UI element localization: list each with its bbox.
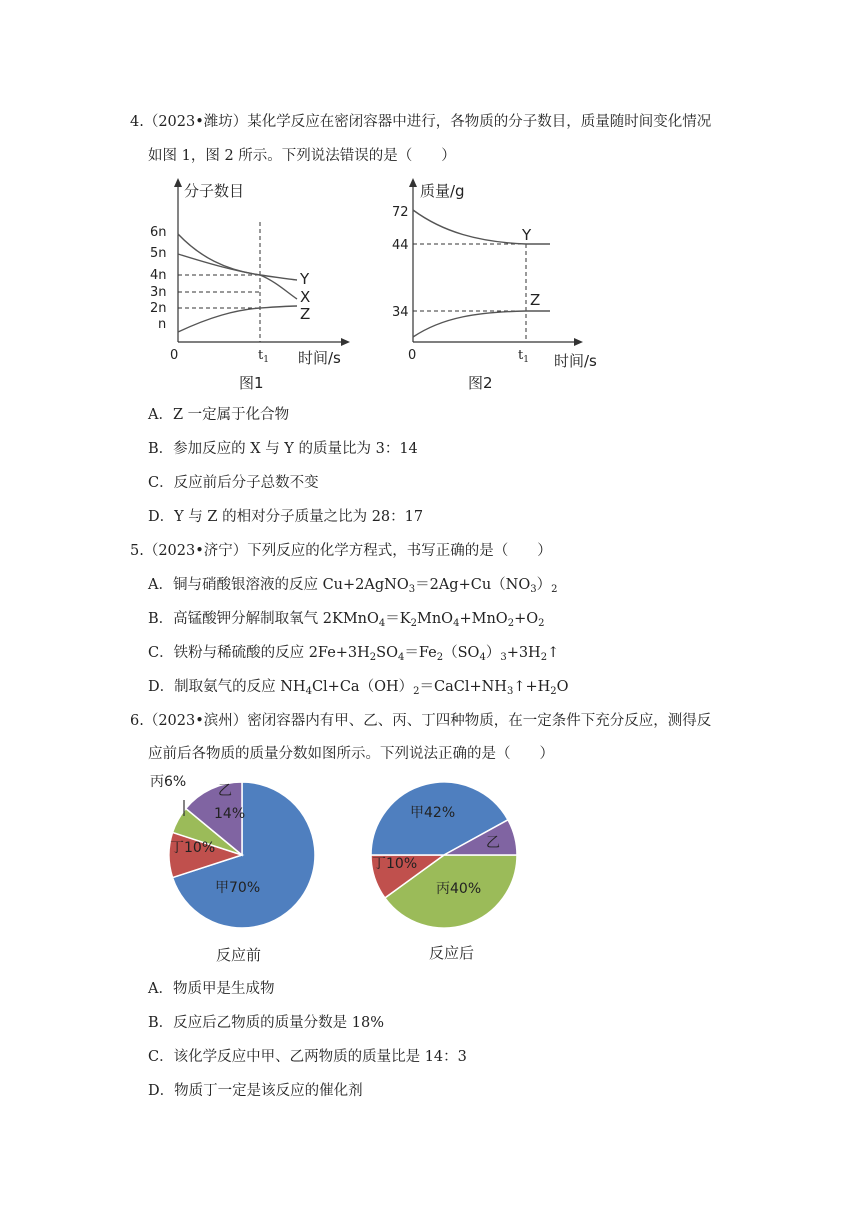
fig1-label-x: X xyxy=(300,288,311,306)
fig1-ytick-5n: 5n xyxy=(150,246,167,261)
fig1-y-arrow xyxy=(174,178,182,187)
fig1-curve-z xyxy=(178,306,297,332)
fig1-ytick-6n: 6n xyxy=(150,225,167,240)
q5-option-b: B．高锰酸钾分解制取氧气 $2KMnO_4=K_2MnO_4+MnO_2+O_2$ xyxy=(148,611,545,629)
fig1-curve-x xyxy=(178,234,297,299)
fig2-ytick-34: 34 xyxy=(392,305,409,320)
fig2-label-z: Z xyxy=(530,291,541,309)
q4-figure-1 xyxy=(140,172,370,400)
pie-before-label-yi-pct: 14% xyxy=(214,806,246,822)
q4-option-b: B．参加反应的 X 与 Y 的质量比为 3：14 xyxy=(148,441,418,457)
pie-after-caption: 反应后 xyxy=(429,944,475,962)
pie-after xyxy=(371,782,517,928)
q4-stem-line2: 如图 1，图 2 所示。下列说法错误的是（ ） xyxy=(148,148,456,164)
pie-before-label-ding: 丁10% xyxy=(170,840,216,856)
q5-option-d: D．制取氨气的反应 $NH_4Cl+Ca(OH)_2=CaCl+NH_3↑+H_2O$ xyxy=(148,679,569,697)
fig1-label-z: Z xyxy=(300,305,311,323)
fig1-origin: 0 xyxy=(170,348,179,363)
q5-option-a: A．铜与硝酸银溶液的反应 $Cu+2AgNO_3=2Ag+Cu(NO_3)_2$ xyxy=(148,577,558,595)
q5-stem: 5.（2023•济宁）下列反应的化学方程式，书写正确的是（ ） xyxy=(130,543,552,559)
fig1-ylabel: 分子数目 xyxy=(184,182,245,200)
q4-stem-line1: 4.（2023•潍坊）某化学反应在密闭容器中进行，各物质的分子数目，质量随时间变化情况 xyxy=(130,114,712,130)
fig2-curve-z xyxy=(413,311,550,337)
pie-before-label-yi: 乙 xyxy=(218,783,232,799)
pie-before-caption: 反应前 xyxy=(216,946,262,964)
fig2-yticks xyxy=(392,205,409,320)
fig2-xlabel: 时间/s xyxy=(554,352,597,370)
fig2-caption: 图2 xyxy=(468,374,493,392)
fig1-ytick-n: n xyxy=(158,317,167,332)
pie-after-label-jia: 甲42% xyxy=(410,805,456,821)
fig1-t1: $t_1$ xyxy=(258,348,269,365)
pie-after-label-ding: 丁10% xyxy=(372,856,418,872)
pie-after-label-yi: 乙 xyxy=(486,835,500,851)
fig2-origin: 0 xyxy=(408,348,417,363)
fig2-ylabel: 质量/g xyxy=(420,182,465,200)
q6-pie-charts xyxy=(140,770,560,970)
fig1-ytick-4n: 4n xyxy=(150,268,167,283)
q6-option-d: D．物质丁一定是该反应的催化剂 xyxy=(148,1083,363,1099)
fig2-ytick-44: 44 xyxy=(392,238,409,253)
fig2-label-y: Y xyxy=(522,226,532,244)
fig2-t1: $t_1$ xyxy=(518,348,529,365)
q4-option-d: D．Y 与 Z 的相对分子质量之比为 28：17 xyxy=(148,509,424,525)
fig2-y-arrow xyxy=(409,178,417,187)
q6-stem-line1: 6.（2023•滨州）密闭容器内有甲、乙、丙、丁四种物质，在一定条件下充分反应，测得反 xyxy=(130,713,712,729)
fig1-caption: 图1 xyxy=(239,374,264,392)
q5-option-c: C．铁粉与稀硫酸的反应 $2Fe+3H_2SO_4=Fe_2(SO_4)_3+3H_2↑$ xyxy=(148,645,560,663)
q6-option-c: C．该化学反应中甲、乙两物质的质量比是 14：3 xyxy=(148,1049,467,1065)
pie-before-label-jia: 甲70% xyxy=(215,880,261,896)
pie-after-label-bing: 丙40% xyxy=(436,881,482,897)
fig1-xlabel: 时间/s xyxy=(298,349,341,367)
fig1-x-arrow xyxy=(341,338,350,346)
fig2-ytick-72: 72 xyxy=(392,205,409,220)
fig2-x-arrow xyxy=(574,338,583,346)
q6-option-b: B．反应后乙物质的质量分数是 18% xyxy=(148,1015,384,1031)
pie-before-label-bing: 丙6% xyxy=(150,774,187,790)
fig1-label-y: Y xyxy=(300,270,310,288)
q4-figure-2 xyxy=(378,172,608,400)
q4-option-a: A．Z 一定属于化合物 xyxy=(148,407,290,423)
q6-option-a: A．物质甲是生成物 xyxy=(148,981,275,997)
fig1-ytick-2n: 2n xyxy=(150,301,167,316)
fig1-curve-y xyxy=(178,254,297,280)
q6-stem-line2: 应前后各物质的质量分数如图所示。下列说法正确的是（ ） xyxy=(148,746,554,762)
fig1-ytick-3n: 3n xyxy=(150,285,167,300)
q4-option-c: C．反应前后分子总数不变 xyxy=(148,475,319,491)
fig1-yticks xyxy=(150,225,167,332)
